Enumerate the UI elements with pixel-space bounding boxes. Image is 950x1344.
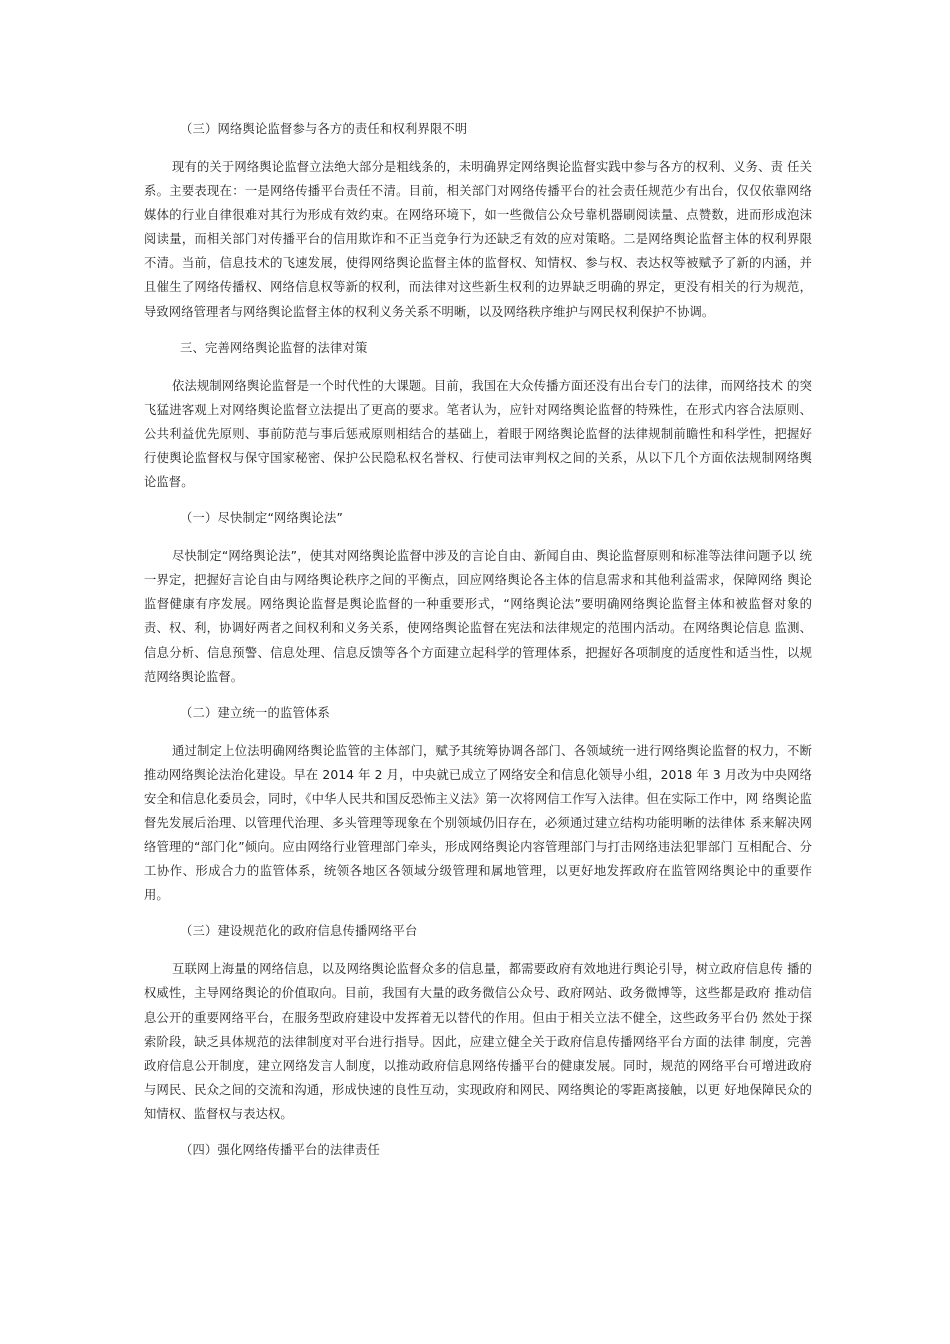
section-heading: （一）尽快制定“网络舆论法”: [180, 511, 344, 526]
section-heading: 三、完善网络舆论监督的法律对策: [180, 340, 368, 355]
body-paragraph: 依法规制网络舆论监督是一个时代性的大课题。目前，我国在大众传播方面还没有出台专门的法律，而网络技术 的突飞猛进客观上对网络舆论监督立法提出了更高的要求。笔者认为，应针对网络舆论监督的特殊性，在形式内容合法原则、公共利益优先原则、事前防范与事后惩戒原则相结合的基础上，着眼于网络舆论监督的法律规制前瞻性和科学性，把握好行使舆论监督权与保守国家秘密、保护公民隐私权名誉权、行使司法审判权之间的关系，从以下几个方面依法规制网络舆论监督。: [144, 378, 812, 490]
body-paragraph: 现有的关于网络舆论监督立法绝大部分是粗线条的，未明确界定网络舆论监督实践中参与各方的权利、义务、责 任关系。主要表现在：一是网络传播平台责任不清。目前，相关部门对网络传播平台的社会责任规范少有出台，仅仅依靠网络媒体的行业自律很难对其行为形成有效约束。在网络环境下，如一些微信公众号靠机器刷阅读量、点赞数，进而形成泡沫阅读量，而相关部门对传播平台的信用欺诈和不正当竞争行为还缺乏有效的应对策略。二是网络舆论监督主体的权利界限不清。当前，信息技术的飞速发展，使得网络舆论监督主体的监督权、知情权、参与权、表达权等被赋予了新的内涵，并且催生了网络传播权、网络信息权等新的权利，而法律对这些新生权利的边界缺乏明确的界定，更没有相关的行为规范，导致网络管理者与网络舆论监督主体的权利义务关系不明晰，以及网络秩序维护与网民权利保护不协调。: [144, 160, 812, 319]
section-heading: （三）建设规范化的政府信息传播网络平台: [180, 924, 418, 939]
document-body: [144, 117, 812, 1162]
section-heading: （三）网络舆论监督参与各方的责任和权利界限不明: [180, 122, 468, 136]
body-paragraph: 互联网上海量的网络信息，以及网络舆论监督众多的信息量，都需要政府有效地进行舆论引导，树立政府信息传 播的权威性，主导网络舆论的价值取向。目前，我国有大量的政务微信公众号、政府网站、政务微博等，这些都是政府 推动信息公开的重要网络平台，在服务型政府建设中发挥着无以替代的作用。但由于相关立法不健全，这些政务平台仍 然处于探索阶段，缺乏具体规范的法律制度对平台进行指导。因此，应建立健全关于政府信息传播网络平台方面的法律 制度，完善政府信息公开制度，建立网络发言人制度，以推动政府信息网络传播平台的健康发展。同时，规范的网络平台可增进政府与网民、民众之间的交流和沟通，形成快速的良性互动，实现政府和网民、网络舆论的零距离接触，以更 好地保障民众的知情权、监督权与表达权。: [144, 962, 812, 1121]
body-paragraph: 尽快制定“网络舆论法”，使其对网络舆论监督中涉及的言论自由、新闻自由、舆论监督原则和标准等法律问题予以 统一界定，把握好言论自由与网络舆论秩序之间的平衡点，回应网络舆论各主体的信息需求和其他利益需求，保障网络 舆论监督健康有序发展。网络舆论监督是舆论监督的一种重要形式，“网络舆论法”要明确网络舆论监督主体和被监督对象的责、权、利，协调好两者之间权利和义务关系，使网络舆论监督在宪法和法律规定的范围内活动。在网络舆论信息 监测、信息分析、信息预警、信息处理、信息反馈等各个方面建立起科学的管理体系，把握好各项制度的适度性和适当性，以规范网络舆论监督。: [144, 549, 812, 684]
section-heading: （四）强化网络传播平台的法律责任: [180, 1143, 380, 1157]
section-heading: （二）建立统一的监管体系: [180, 705, 330, 720]
body-paragraph: 通过制定上位法明确网络舆论监管的主体部门，赋予其统筹协调各部门、各领域统一进行网络舆论监督的权力，不断推动网络舆论法治化建设。早在 2014 年 2 月，中央就已成立了网络安全和信息化领导小组，2018 年 3 月改为中央网络安全和信息化委员会，同时，《中华人民共和国反恐怖主义法》第一次将网信工作写入法律。但在实际工作中，网 络舆论监督先发展后治理、以管理代治理、多头管理等现象在个别领域仍旧存在，必须通过建立结构功能明晰的法律体 系来解决网络管理的“部门化”倾向。应由网络行业管理部门牵头，形成网络舆论内容管理部门与打击网络违法犯罪部门 互相配合、分工协作、形成合力的监管体系，统领各地区各领域分级管理和属地管理，以更好地发挥政府在监管网络舆论中的重要作用。: [144, 743, 812, 903]
